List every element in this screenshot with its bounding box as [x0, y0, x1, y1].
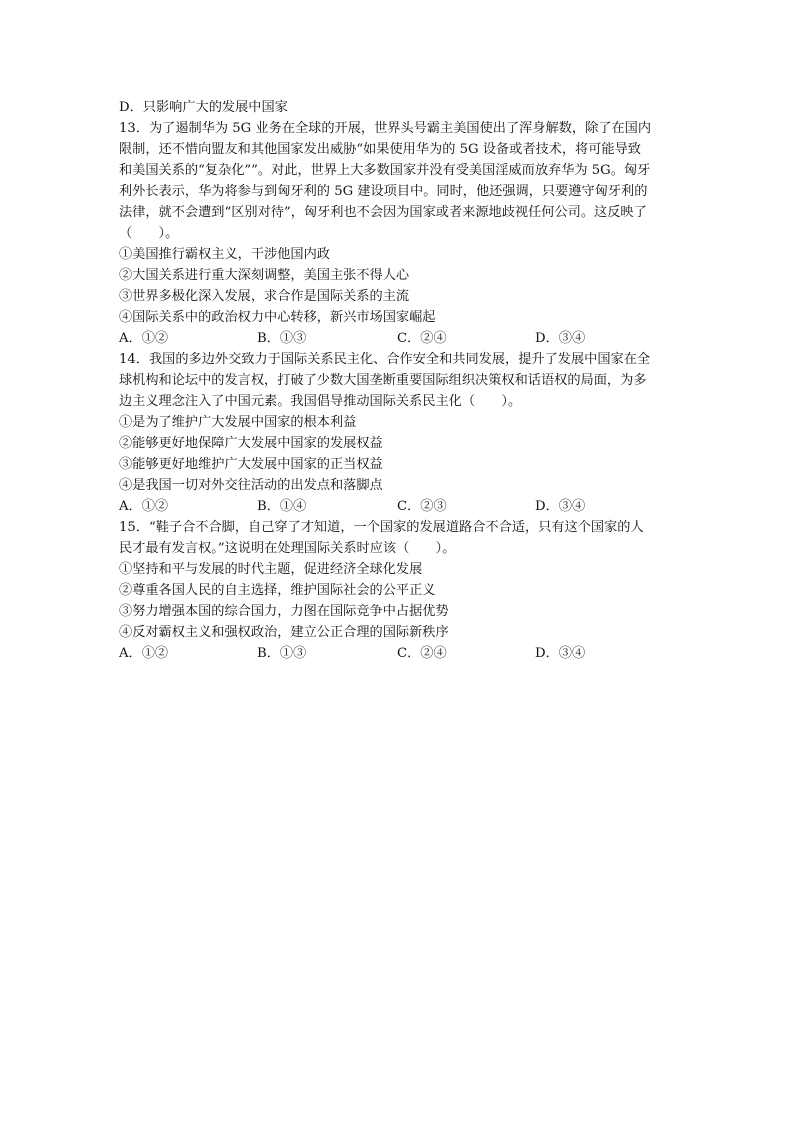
question-14-option-d: D．③④ [535, 499, 586, 514]
question-14-option-c: C．②③ [397, 499, 447, 514]
question-13-option-a: A．①② [119, 331, 169, 346]
question-13 [119, 118, 679, 349]
question-13-stem-line-1: 13．为了遏制华为 5G 业务在全球的开展，世界头号霸主美国使出了浑身解数，除了在国内 [119, 121, 652, 136]
question-15 [119, 517, 679, 664]
question-15-option-a: A．①② [119, 646, 169, 661]
question-15-option-d: D．③④ [535, 646, 586, 661]
question-15-stem-line-1: 15．“鞋子合不合脚，自己穿了才知道，一个国家的发展道路合不合适，只有这个国家的人 [119, 520, 644, 535]
question-14-options [119, 496, 679, 517]
question-13-statement-3: ③世界多极化深入发展，求合作是国际关系的主流 [119, 289, 410, 304]
question-13-stem-line-5: 法律，就不会遭到“区别对待”，匈牙利也不会因为国家或者来源地歧视任何公司。这反映了 [119, 205, 647, 220]
question-15-statement-2: ②尊重各国人民的自主选择，维护国际社会的公平正义 [119, 583, 436, 598]
question-13-options [119, 328, 679, 349]
question-13-stem-line-3: 和美国关系的“复杂化””。对此，世界上大多数国家并没有受美国淫威而放弃华为 5G。匈牙 [119, 163, 651, 178]
question-13-statement-2: ②大国关系进行重大深刻调整，美国主张不得人心 [119, 268, 410, 283]
question-15-options [119, 643, 679, 664]
question-14-statement-2: ②能够更好地保障广大发展中国家的发展权益 [119, 436, 383, 451]
question-14-option-a: A．①② [119, 499, 169, 514]
question-13-stem-line-2: 限制，还不惜向盟友和其他国家发出威胁“如果使用华为的 5G 设备或者技术，将可能导致 [119, 142, 641, 157]
question-14-stem-line-2: 球机构和论坛中的发言权，打破了少数大国垄断重要国际组织决策权和话语权的局面，为多 [119, 373, 647, 388]
document-page [119, 97, 679, 664]
question-14 [119, 349, 679, 517]
question-13-statement-1: ①美国推行霸权主义，干涉他国内政 [119, 247, 330, 262]
question-13-option-d: D．③④ [535, 331, 586, 346]
question-15-stem-line-2: 民才最有发言权。”这说明在处理国际关系时应该（ ）。 [119, 541, 456, 556]
question-14-stem-line-1: 14．我国的多边外交致力于国际关系民主化、合作安全和共同发展，提升了发展中国家在全 [119, 352, 651, 367]
question-15-option-b: B．①③ [257, 646, 307, 661]
question-13-option-c: C．②④ [397, 331, 447, 346]
question-13-stem-line-4: 利外长表示，华为将参与到匈牙利的 5G 建设项目中。同时，他还强调，只要遵守匈牙利的 [119, 184, 648, 199]
question-15-statement-4: ④反对霸权主义和强权政治，建立公正合理的国际新秩序 [119, 625, 449, 640]
question-13-stem-line-6: （ ）。 [119, 226, 179, 241]
question-14-option-b: B．①④ [257, 499, 307, 514]
question-15-statement-3: ③努力增强本国的综合国力，力图在国际竞争中占据优势 [119, 604, 449, 619]
question-14-statement-3: ③能够更好地维护广大发展中国家的正当权益 [119, 457, 383, 472]
question-13-statement-4: ④国际关系中的政治权力中心转移，新兴市场国家崛起 [119, 310, 436, 325]
question-15-option-c: C．②④ [397, 646, 447, 661]
question-14-stem-line-3: 边主义理念注入了中国元素。我国倡导推动国际关系民主化（ ）。 [119, 394, 522, 409]
question-15-statement-1: ①坚持和平与发展的时代主题，促进经济全球化发展 [119, 562, 423, 577]
question-14-statement-4: ④是我国一切对外交往活动的出发点和落脚点 [119, 478, 383, 493]
question-14-statement-1: ①是为了维护广大发展中国家的根本利益 [119, 415, 357, 430]
previous-question-option-d: D．只影响广大的发展中国家 [119, 100, 288, 115]
question-13-option-b: B．①③ [257, 331, 307, 346]
